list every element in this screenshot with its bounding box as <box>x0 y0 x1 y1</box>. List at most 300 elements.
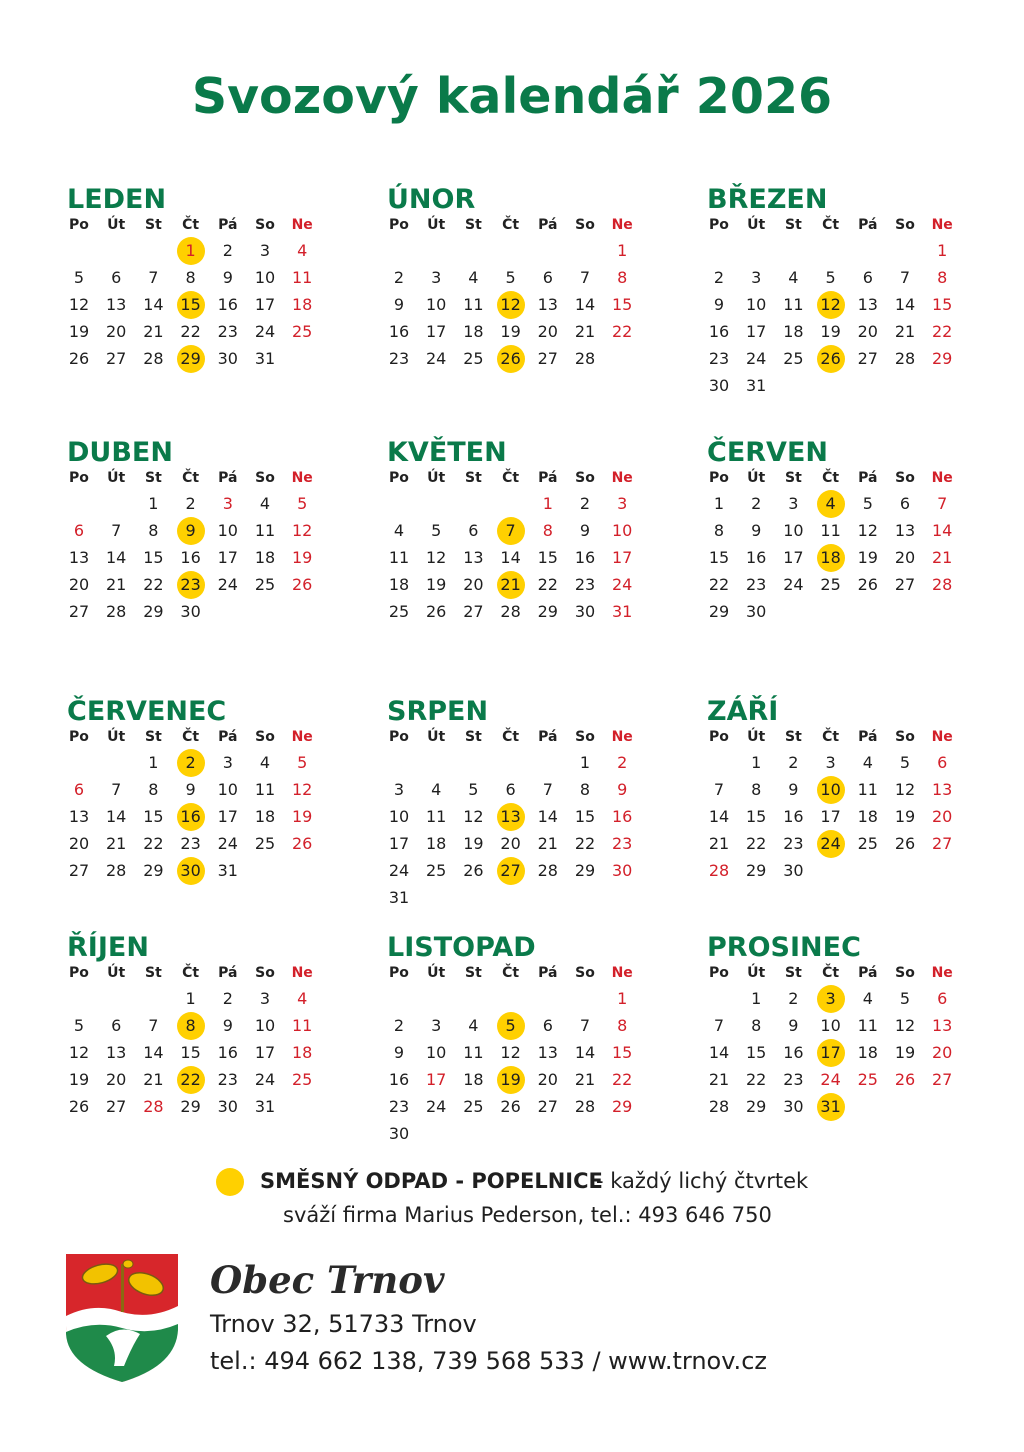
calendar-day: 16 <box>708 322 730 341</box>
calendar-day: 10 <box>783 521 804 540</box>
month-block <box>67 696 327 926</box>
calendar-day: 14 <box>143 1043 164 1062</box>
calendar-day: 26 <box>68 349 90 368</box>
calendar-day: 16 <box>574 548 596 567</box>
pickup-dot-icon <box>216 1168 244 1196</box>
calendar-day: 18 <box>463 322 484 341</box>
weekday-header: Pá <box>218 217 238 233</box>
pickup-day: 24 <box>814 831 848 857</box>
coat-of-arms-icon <box>66 1254 178 1382</box>
calendar-day: 5 <box>505 268 516 287</box>
calendar-day: 18 <box>254 548 276 567</box>
calendar-day: 27 <box>68 861 90 880</box>
calendar-day: 5 <box>468 780 479 799</box>
weekday-header: So <box>575 965 595 981</box>
calendar-day: 22 <box>746 834 767 853</box>
weekday-header: Po <box>389 470 409 486</box>
month-block <box>387 437 647 667</box>
calendar-day: 1 <box>751 989 762 1008</box>
calendar-day: 24 <box>820 1070 841 1089</box>
weekday-header: Čt <box>822 470 840 486</box>
calendar-day: 28 <box>106 861 127 880</box>
pickup-day: 5 <box>494 1013 528 1039</box>
calendar-day: 13 <box>106 295 127 314</box>
calendar-day: 15 <box>143 807 164 826</box>
calendar-day: 16 <box>783 807 804 826</box>
calendar-day: 20 <box>857 322 878 341</box>
calendar-day: 27 <box>932 834 953 853</box>
weekday-header: Ne <box>931 217 953 233</box>
calendar-day: 1 <box>617 241 628 260</box>
weekday-header: Pá <box>538 729 558 745</box>
weekday-header: Út <box>747 965 766 981</box>
calendar-day: 24 <box>217 575 238 594</box>
weekday-header: Po <box>709 729 729 745</box>
calendar-day: 29 <box>932 349 953 368</box>
month-name: KVĚTEN <box>387 437 507 468</box>
calendar-day: 28 <box>708 861 730 880</box>
calendar-day: 15 <box>574 807 596 826</box>
calendar-day: 2 <box>185 494 196 513</box>
weekday-header: St <box>145 217 162 233</box>
month-name: ČERVEN <box>707 437 828 468</box>
calendar-day: 9 <box>579 521 591 540</box>
calendar-day: 4 <box>259 494 271 513</box>
calendar-day: 19 <box>68 1070 90 1089</box>
calendar-day: 15 <box>746 807 767 826</box>
calendar-day: 14 <box>500 548 521 567</box>
calendar-day: 11 <box>292 1016 313 1035</box>
calendar-day: 21 <box>894 322 916 341</box>
calendar-day: 17 <box>612 548 633 567</box>
calendar-day: 23 <box>217 322 238 341</box>
calendar-day: 17 <box>254 1043 276 1062</box>
weekday-header: St <box>465 470 482 486</box>
calendar-day: 27 <box>106 1097 127 1116</box>
calendar-day: 4 <box>788 268 799 287</box>
calendar-day: 21 <box>708 834 730 853</box>
calendar-day: 2 <box>393 268 405 287</box>
calendar-day: 26 <box>500 1097 521 1116</box>
calendar-day: 23 <box>574 575 596 594</box>
calendar-day: 3 <box>788 494 799 513</box>
weekday-header: Čt <box>182 217 200 233</box>
calendar-day: 4 <box>862 989 873 1008</box>
calendar-day: 19 <box>894 1043 916 1062</box>
calendar-day: 17 <box>426 1070 447 1089</box>
calendar-day: 27 <box>537 349 558 368</box>
calendar-day: 7 <box>899 268 911 287</box>
pickup-day: 10 <box>814 777 848 803</box>
weekday-header: Po <box>709 470 729 486</box>
month-block <box>707 184 967 414</box>
calendar-day: 30 <box>783 861 804 880</box>
calendar-day: 9 <box>713 295 725 314</box>
calendar-day: 19 <box>426 575 447 594</box>
calendar-day: 30 <box>217 349 238 368</box>
calendar-day: 17 <box>426 322 447 341</box>
calendar-day: 13 <box>463 548 484 567</box>
calendar-day: 10 <box>254 1016 276 1035</box>
calendar-day: 21 <box>574 1070 596 1089</box>
calendar-day: 28 <box>537 861 558 880</box>
calendar-day: 22 <box>612 1070 633 1089</box>
calendar-day: 17 <box>217 807 238 826</box>
calendar-day: 8 <box>937 268 948 287</box>
calendar-day: 24 <box>217 834 238 853</box>
weekday-header: Po <box>69 217 89 233</box>
calendar-day: 12 <box>894 1016 916 1035</box>
pickup-day: 7 <box>494 518 528 544</box>
calendar-day: 18 <box>388 575 410 594</box>
month-name: ČERVENEC <box>67 696 227 727</box>
weekday-header: Po <box>69 965 89 981</box>
calendar-day: 30 <box>388 1124 410 1143</box>
municipality-name: Obec Trnov <box>210 1258 445 1302</box>
weekday-header: Po <box>389 217 409 233</box>
calendar-day: 7 <box>713 780 725 799</box>
calendar-day: 1 <box>579 753 591 772</box>
calendar-day: 10 <box>820 1016 841 1035</box>
pickup-day: 9 <box>174 518 208 544</box>
weekday-header: So <box>895 217 915 233</box>
pickup-day: 13 <box>494 804 528 830</box>
weekday-header: Ne <box>291 729 313 745</box>
calendar-day: 24 <box>388 861 410 880</box>
calendar-day: 8 <box>148 780 159 799</box>
calendar-day: 10 <box>388 807 410 826</box>
calendar-day: 31 <box>612 602 633 621</box>
weekday-header: Po <box>389 729 409 745</box>
weekday-header: Čt <box>822 729 840 745</box>
weekday-header: Ne <box>611 470 633 486</box>
calendar-day: 13 <box>537 1043 558 1062</box>
calendar-day: 15 <box>180 1043 201 1062</box>
calendar-day: 28 <box>574 1097 596 1116</box>
calendar-day: 10 <box>217 521 238 540</box>
calendar-day: 21 <box>932 548 953 567</box>
month-name: LEDEN <box>67 184 167 215</box>
weekday-header: Čt <box>182 729 200 745</box>
calendar-day: 19 <box>857 548 878 567</box>
calendar-day: 23 <box>746 575 767 594</box>
calendar-day: 25 <box>254 575 276 594</box>
calendar-day: 22 <box>612 322 633 341</box>
calendar-day: 9 <box>393 1043 405 1062</box>
weekday-header: Út <box>427 965 446 981</box>
calendar-day: 16 <box>783 1043 804 1062</box>
weekday-header: St <box>145 470 162 486</box>
calendar-day: 25 <box>388 602 410 621</box>
calendar-day: 22 <box>143 575 164 594</box>
calendar-day: 20 <box>894 548 916 567</box>
weekday-header: Út <box>747 729 766 745</box>
calendar-day: 30 <box>708 376 730 395</box>
legend-label: SMĚSNÝ ODPAD - POPELNICE <box>260 1169 603 1193</box>
calendar-day: 16 <box>746 548 767 567</box>
calendar-day: 7 <box>148 268 159 287</box>
weekday-header: Čt <box>822 965 840 981</box>
weekday-header: So <box>575 470 595 486</box>
calendar-day: 25 <box>292 322 313 341</box>
pickup-day: 22 <box>174 1067 208 1093</box>
calendar-day: 28 <box>500 602 521 621</box>
calendar-day: 13 <box>932 780 953 799</box>
weekday-header: Pá <box>218 729 238 745</box>
calendar-day: 27 <box>894 575 916 594</box>
calendar-day: 8 <box>617 1016 628 1035</box>
calendar-day: 13 <box>894 521 916 540</box>
calendar-day: 31 <box>254 349 276 368</box>
calendar-day: 8 <box>579 780 591 799</box>
calendar-day: 21 <box>143 322 164 341</box>
weekday-header: Čt <box>502 217 520 233</box>
calendar-day: 20 <box>106 1070 127 1089</box>
weekday-header: Pá <box>858 217 878 233</box>
calendar-day: 4 <box>297 989 308 1008</box>
calendar-day: 4 <box>431 780 442 799</box>
calendar-day: 22 <box>746 1070 767 1089</box>
weekday-header: Ne <box>931 965 953 981</box>
calendar-day: 14 <box>932 521 953 540</box>
month-name: ZÁŘÍ <box>707 696 779 727</box>
calendar-day: 5 <box>297 494 308 513</box>
calendar-day: 21 <box>537 834 558 853</box>
calendar-day: 19 <box>500 322 521 341</box>
calendar-day: 29 <box>537 602 558 621</box>
calendar-day: 26 <box>292 575 313 594</box>
calendar-day: 4 <box>393 521 405 540</box>
calendar-day: 31 <box>217 861 238 880</box>
month-block <box>707 932 967 1162</box>
weekday-header: Ne <box>291 965 313 981</box>
weekday-header: Pá <box>858 729 878 745</box>
calendar-day: 4 <box>468 268 479 287</box>
month-name: ÚNOR <box>387 184 476 215</box>
calendar-day: 13 <box>537 295 558 314</box>
pickup-day: 27 <box>494 858 528 884</box>
calendar-day: 20 <box>68 575 90 594</box>
calendar-day: 25 <box>426 861 447 880</box>
calendar-day: 20 <box>68 834 90 853</box>
calendar-day: 11 <box>857 1016 878 1035</box>
weekday-header: Po <box>389 965 409 981</box>
calendar-day: 4 <box>259 753 271 772</box>
weekday-header: Po <box>69 729 89 745</box>
weekday-header: So <box>255 965 275 981</box>
weekday-header: Út <box>427 729 446 745</box>
calendar-day: 20 <box>932 1043 953 1062</box>
calendar-day: 29 <box>143 602 164 621</box>
calendar-day: 1 <box>542 494 553 513</box>
weekday-header: Čt <box>502 729 520 745</box>
calendar-day: 9 <box>222 1016 233 1035</box>
calendar-day: 25 <box>463 349 484 368</box>
calendar-day: 11 <box>388 548 410 567</box>
calendar-day: 25 <box>783 349 804 368</box>
calendar-day: 22 <box>143 834 164 853</box>
calendar-day: 1 <box>713 494 725 513</box>
calendar-day: 25 <box>254 834 276 853</box>
legend-company: sváží firma Marius Pederson, tel.: 493 646 750 <box>283 1203 772 1227</box>
weekday-header: Út <box>427 470 446 486</box>
calendar-day: 26 <box>857 575 878 594</box>
weekday-header: St <box>785 729 802 745</box>
pickup-day: 12 <box>814 292 848 318</box>
weekday-header: Pá <box>538 217 558 233</box>
calendar-day: 6 <box>73 780 85 799</box>
calendar-day: 16 <box>388 1070 410 1089</box>
pickup-day: 12 <box>494 292 528 318</box>
pickup-day: 8 <box>174 1013 208 1039</box>
calendar-day: 16 <box>217 295 238 314</box>
calendar-day: 16 <box>180 548 201 567</box>
calendar-day: 17 <box>820 807 841 826</box>
calendar-day: 11 <box>463 295 484 314</box>
calendar-day: 14 <box>537 807 558 826</box>
pickup-day: 26 <box>494 346 528 372</box>
calendar-day: 19 <box>292 548 313 567</box>
weekday-header: Ne <box>291 217 313 233</box>
calendar-day: 23 <box>783 1070 804 1089</box>
calendar-day: 3 <box>259 241 271 260</box>
calendar-day: 18 <box>292 1043 313 1062</box>
calendar-day: 5 <box>899 753 911 772</box>
calendar-day: 29 <box>612 1097 633 1116</box>
weekday-header: So <box>255 729 275 745</box>
calendar-day: 19 <box>292 807 313 826</box>
calendar-day: 21 <box>143 1070 164 1089</box>
calendar-day: 10 <box>426 1043 447 1062</box>
pickup-day: 19 <box>494 1067 528 1093</box>
calendar-day: 6 <box>505 780 516 799</box>
calendar-day: 9 <box>222 268 233 287</box>
calendar-day: 6 <box>542 268 553 287</box>
pickup-day: 2 <box>174 750 208 776</box>
calendar-day: 28 <box>574 349 596 368</box>
calendar-day: 15 <box>143 548 164 567</box>
calendar-day: 4 <box>468 1016 479 1035</box>
calendar-day: 6 <box>542 1016 553 1035</box>
calendar-day: 6 <box>937 989 948 1008</box>
calendar-day: 7 <box>148 1016 159 1035</box>
calendar-day: 30 <box>746 602 767 621</box>
weekday-header: Ne <box>611 729 633 745</box>
calendar-day: 19 <box>820 322 841 341</box>
calendar-day: 7 <box>937 494 948 513</box>
calendar-day: 1 <box>148 494 159 513</box>
calendar-day: 13 <box>68 807 90 826</box>
weekday-header: Čt <box>502 965 520 981</box>
calendar-day: 13 <box>857 295 878 314</box>
calendar-day: 27 <box>537 1097 558 1116</box>
calendar-day: 23 <box>783 834 804 853</box>
pickup-day: 15 <box>174 292 208 318</box>
calendar-day: 8 <box>185 268 196 287</box>
calendar-day: 5 <box>297 753 308 772</box>
calendar-day: 25 <box>292 1070 313 1089</box>
pickup-day: 3 <box>814 986 848 1012</box>
calendar-day: 10 <box>254 268 276 287</box>
calendar-day: 28 <box>143 1097 164 1116</box>
calendar-day: 18 <box>463 1070 484 1089</box>
calendar-day: 6 <box>111 1016 122 1035</box>
calendar-day: 2 <box>393 1016 405 1035</box>
calendar-day: 30 <box>612 861 633 880</box>
calendar-day: 21 <box>574 322 596 341</box>
calendar-day: 14 <box>106 548 127 567</box>
pickup-day: 30 <box>174 858 208 884</box>
calendar-day: 9 <box>617 780 628 799</box>
calendar-day: 4 <box>862 753 873 772</box>
calendar-day: 15 <box>746 1043 767 1062</box>
weekday-header: St <box>145 729 162 745</box>
weekday-header: So <box>895 729 915 745</box>
calendar-day: 17 <box>254 295 276 314</box>
weekday-header: Pá <box>218 470 238 486</box>
calendar-day: 7 <box>111 521 122 540</box>
calendar-day: 16 <box>612 807 633 826</box>
calendar-day: 27 <box>857 349 878 368</box>
calendar-day: 8 <box>617 268 628 287</box>
calendar-day: 29 <box>574 861 596 880</box>
weekday-header: So <box>255 470 275 486</box>
calendar-day: 9 <box>393 295 405 314</box>
calendar-day: 31 <box>388 888 410 907</box>
calendar-day: 22 <box>932 322 953 341</box>
calendar-day: 1 <box>617 989 628 1008</box>
calendar-day: 2 <box>788 989 799 1008</box>
calendar-day: 17 <box>783 548 804 567</box>
calendar-day: 2 <box>222 989 233 1008</box>
calendar-day: 16 <box>388 322 410 341</box>
calendar-day: 26 <box>894 834 916 853</box>
month-name: SRPEN <box>387 696 489 727</box>
calendar-day: 6 <box>899 494 911 513</box>
calendar-day: 11 <box>783 295 804 314</box>
calendar-day: 6 <box>111 268 122 287</box>
weekday-header: St <box>465 965 482 981</box>
month-block <box>707 696 967 926</box>
calendar-day: 25 <box>463 1097 484 1116</box>
weekday-header: St <box>145 965 162 981</box>
pickup-day: 26 <box>814 346 848 372</box>
calendar-day: 20 <box>106 322 127 341</box>
calendar-day: 3 <box>259 989 271 1008</box>
calendar-day: 2 <box>751 494 762 513</box>
calendar-day: 18 <box>292 295 313 314</box>
weekday-header: So <box>575 217 595 233</box>
month-name: PROSINEC <box>707 932 861 963</box>
calendar-day: 18 <box>857 807 878 826</box>
calendar-day: 30 <box>574 602 596 621</box>
calendar-day: 11 <box>463 1043 484 1062</box>
calendar-day: 28 <box>932 575 953 594</box>
calendar-day: 23 <box>388 1097 410 1116</box>
calendar-day: 20 <box>932 807 953 826</box>
calendar-day: 19 <box>68 322 90 341</box>
weekday-header: St <box>785 965 802 981</box>
calendar-day: 3 <box>431 268 442 287</box>
weekday-header: Ne <box>291 470 313 486</box>
calendar-day: 29 <box>708 602 730 621</box>
calendar-day: 5 <box>73 1016 85 1035</box>
weekday-header: Ne <box>931 729 953 745</box>
calendar-day: 5 <box>431 521 442 540</box>
calendar-day: 27 <box>106 349 127 368</box>
calendar-day: 13 <box>68 548 90 567</box>
weekday-header: Ne <box>931 470 953 486</box>
